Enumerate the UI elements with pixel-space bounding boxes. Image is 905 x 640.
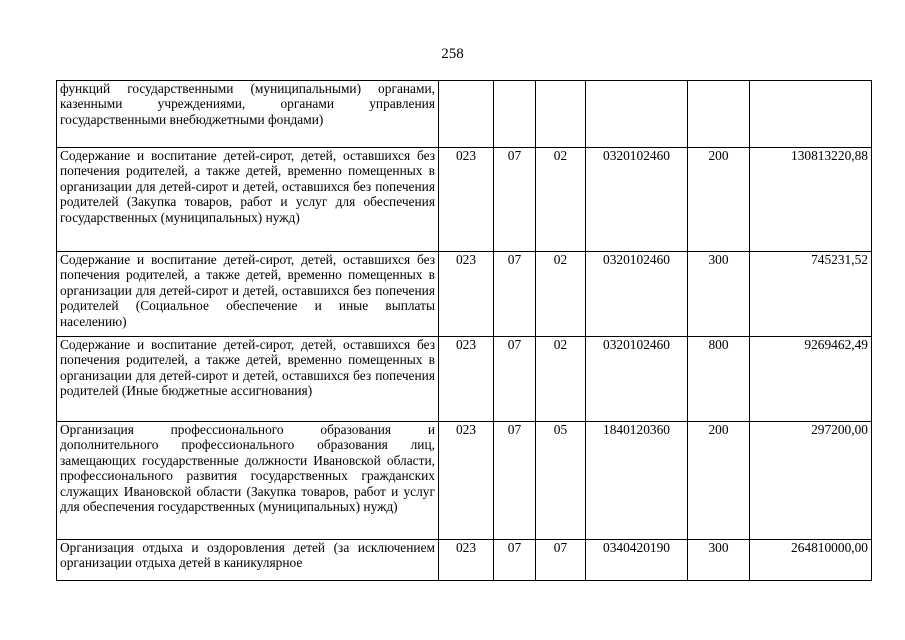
grbs-code: 023 xyxy=(439,422,494,540)
amount: 130813220,88 xyxy=(750,148,872,252)
row-description: Содержание и воспитание детей-сирот, детей, оставшихся без попечения родителей, а также детей, временно помещенных в организации для детей-сирот и детей, оставшихся без попечения родителей (Социальное обеспечение и иные выплаты населению) xyxy=(57,252,439,337)
section-code: 07 xyxy=(494,252,536,337)
subsection-code xyxy=(536,81,586,148)
grbs-code: 023 xyxy=(439,540,494,581)
row-description: Содержание и воспитание детей-сирот, детей, оставшихся без попечения родителей, а также детей, временно помещенных в организации для детей-сирот и детей, оставшихся без попечения родителей (Иные бюджетные ассигнования) xyxy=(57,337,439,422)
amount: 9269462,49 xyxy=(750,337,872,422)
section-code xyxy=(494,81,536,148)
table-row xyxy=(57,540,872,581)
target-article-code: 0320102460 xyxy=(586,148,688,252)
grbs-code: 023 xyxy=(439,252,494,337)
section-code: 07 xyxy=(494,422,536,540)
subsection-code: 02 xyxy=(536,252,586,337)
target-article-code: 1840120360 xyxy=(586,422,688,540)
table-row xyxy=(57,148,872,252)
target-article-code xyxy=(586,81,688,148)
section-code: 07 xyxy=(494,337,536,422)
amount xyxy=(750,81,872,148)
page-number: 258 xyxy=(441,46,464,62)
row-description: Организация профессионального образования и дополнительного профессионального образования лиц, замещающих государственные должности Ивановской области, профессионального развития государственных гражданских служащих Ивановской области (Закупка товаров, работ и услуг для обеспечения государственных (муниципальных) нужд) xyxy=(57,422,439,540)
target-article-code: 0320102460 xyxy=(586,337,688,422)
expense-type-code: 800 xyxy=(688,337,750,422)
subsection-code: 07 xyxy=(536,540,586,581)
amount: 297200,00 xyxy=(750,422,872,540)
amount: 264810000,00 xyxy=(750,540,872,581)
amount: 745231,52 xyxy=(750,252,872,337)
row-description: Содержание и воспитание детей-сирот, детей, оставшихся без попечения родителей, а также детей, временно помещенных в организации для детей-сирот и детей, оставшихся без попечения родителей (Закупка товаров, работ и услуг для обеспечения государственных (муниципальных) нужд) xyxy=(57,148,439,252)
expense-type-code: 200 xyxy=(688,148,750,252)
subsection-code: 05 xyxy=(536,422,586,540)
grbs-code: 023 xyxy=(439,337,494,422)
expense-type-code: 300 xyxy=(688,540,750,581)
table-row xyxy=(57,252,872,337)
expense-type-code: 300 xyxy=(688,252,750,337)
expense-type-code: 200 xyxy=(688,422,750,540)
subsection-code: 02 xyxy=(536,337,586,422)
subsection-code: 02 xyxy=(536,148,586,252)
section-code: 07 xyxy=(494,540,536,581)
section-code: 07 xyxy=(494,148,536,252)
grbs-code xyxy=(439,81,494,148)
expense-type-code xyxy=(688,81,750,148)
target-article-code: 0340420190 xyxy=(586,540,688,581)
grbs-code: 023 xyxy=(439,148,494,252)
table-row xyxy=(57,81,872,148)
row-description: функций государственными (муниципальными) органами, казенными учреждениями, органами управления государственными внебюджетными фондами) xyxy=(57,81,439,148)
row-description: Организация отдыха и оздоровления детей (за исключением организации отдыха детей в каникулярное xyxy=(57,540,439,581)
target-article-code: 0320102460 xyxy=(586,252,688,337)
table-row xyxy=(57,422,872,540)
table-row xyxy=(57,337,872,422)
budget-table xyxy=(56,80,872,581)
